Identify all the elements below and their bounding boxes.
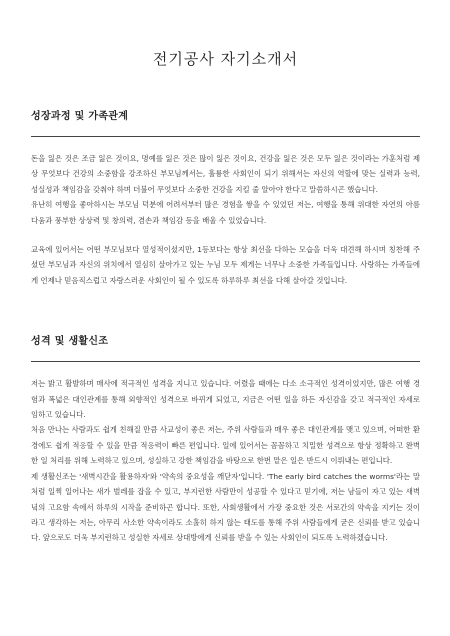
paragraph: 유난히 여행을 좋아하시는 부모님 덕분에 어려서부터 많은 경험을 쌓을 수 있었던 저는, 여행을 통해 위대한 자연의 아름다움과 풍부한 상상력 및 창의력, 겸손과 책임감 등을 배울 수 있었습니다.	[31, 200, 420, 225]
section-heading: 성장과정 및 가족관계	[31, 111, 129, 122]
section-divider	[31, 361, 420, 362]
section-divider	[31, 136, 420, 137]
paragraph: 교육에 있어서는 어떤 부모님보다 열성적이셨지만, 1등보다는 항상 최선을 다하는 모습을 더욱 대견해 하시며 칭찬해 주셨던 부모님과 자신의 위치에서 열심히 살아가고 있는 누님 모두 제게는 너무나 소중한 가족들입니다. 사랑하는 가족들에게 언제나 믿음직스럽고 자랑스러운 사회인이 될 수 있도록 하루하루 최선을 다해 살아갈 것입니다.	[31, 245, 420, 285]
document-title: 전기공사 자기소개서	[152, 50, 299, 68]
section-personality	[31, 332, 420, 545]
section-heading: 성격 및 생활신조	[31, 336, 109, 348]
paragraph: 처음 만나는 사람과도 쉽게 친해질 만큼 사교성이 좋은 저는, 주위 사람들과 매우 좋은 대인관계를 맺고 있으며, 어떠한 환경에도 쉽게 적응할 수 있을 만큼 적응력이 빠른 편입니다. 일에 있어서는 꼼꼼하고 치밀한 성격으로 항상 정확하고 완벽한 일 처리를 위해 노력하고 있으며, 성실하고 강한 책임감을 바탕으로 한번 맡은 일은 반드시 이뤄내는 편입니다.	[31, 425, 420, 466]
paragraph: 돈을 잃은 것은 조금 잃은 것이요, 명예를 잃은 것은 많이 잃은 것이요, 건강을 잃은 것은 모두 잃은 것이라는 가훈처럼 제상 무엇보다 건강의 소중함을 강조하신 부모님께서는, 훌륭한 사회인이 되기 위해서는 자신의 역할에 맞는 실력과 능력, 성실성과 책임감을 갖춰야 하며 더불어 무엇보다 소중한 건강을 지킬 줄 알아야 한다고 말씀하시곤 했습니다.	[31, 154, 420, 194]
paragraph: 저는 밝고 활발하며 매사에 적극적인 성격을 지니고 있습니다. 어렸을 때에는 다소 소극적인 성격이었지만, 많은 여행 경험과 폭넓은 대인관계를 통해 외향적인 성격으로 바뀌게 되었고, 지금은 어떤 일을 하든 자신감을 갖고 적극적인 자세로 임하고 있습니다.	[31, 379, 420, 420]
paragraph: 제 생활신조는 '새벽시간을 활용하자'와 '약속의 중요성을 깨닫자'입니다. 'The early bird catches the worms'라는 말처럼 일찍 일어나는 새가 벌레를 잡을 수 있고, 부지런한 사람만이 성공할 수 있다고 믿기에, 저는 남들이 자고 있는 새벽녘의 고요함 속에서 하루의 시작을 준비하곤 합니다. 또한, 사회생활에서 가장 중요한 것은 서로간의 약속을 지키는 것이라고 생각하는 저는, 아무리 사소한 약속이라도 소홀히 하지 않는 태도를 통해 주위 사람들에게 굳은 신뢰를 받고 있습니다. 앞으로도 더욱 부지런하고 성실한 자세로 상대방에게 신뢰를 받을 수 있는 사회인이 되도록 노력하겠습니다.	[31, 471, 420, 543]
section-upbringing	[31, 107, 420, 288]
